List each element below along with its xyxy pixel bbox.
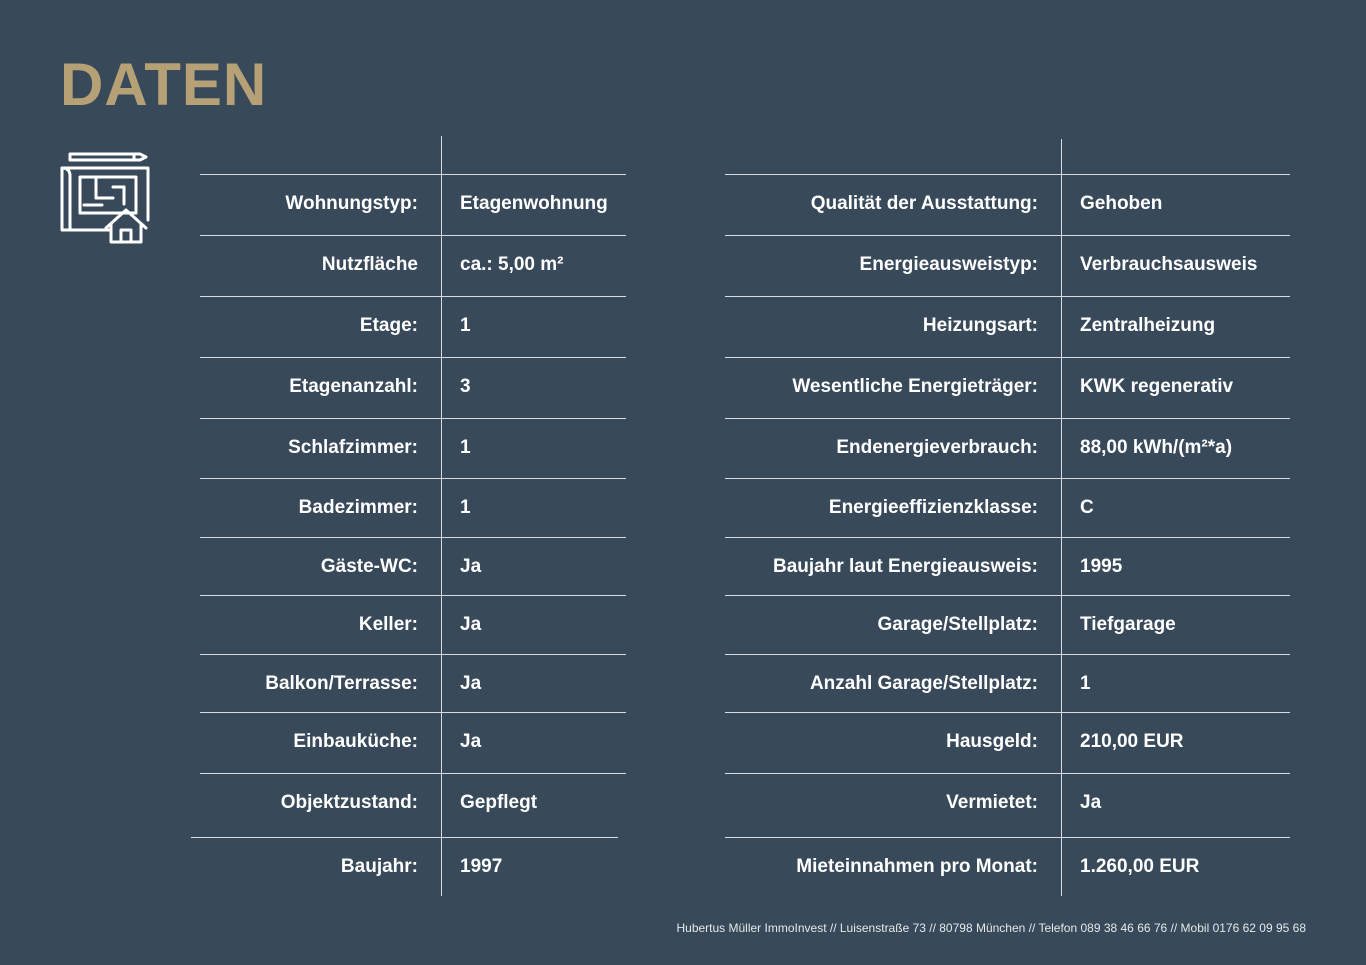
row-value: Gepflegt: [460, 792, 538, 813]
row-divider: [725, 595, 1290, 596]
row-label: Etage:: [359, 315, 418, 336]
row-label: Einbauküche:: [293, 731, 418, 752]
row-label: Balkon/Terrasse:: [265, 673, 418, 694]
row-divider: [200, 418, 626, 419]
row-label: Endenergieverbrauch:: [836, 437, 1038, 458]
row-value: Gehoben: [1080, 193, 1163, 214]
row-label: Energieausweistyp:: [859, 254, 1038, 275]
row-value: 3: [460, 376, 471, 397]
row-label: Vermietet:: [946, 792, 1038, 813]
row-label: Energieeffizienzklasse:: [828, 497, 1038, 518]
row-value: Ja: [460, 731, 482, 752]
row-value: KWK regenerativ: [1080, 376, 1234, 397]
row-divider: [725, 174, 1290, 175]
row-divider: [725, 712, 1290, 713]
row-value: Verbrauchsausweis: [1080, 254, 1258, 275]
row-value: 1: [460, 315, 471, 336]
floorplan-house-icon: [58, 150, 154, 246]
row-label: Heizungsart:: [922, 315, 1038, 336]
page-title: DATEN: [60, 51, 268, 118]
row-value: Etagenwohnung: [460, 193, 608, 214]
row-label: Garage/Stellplatz:: [877, 614, 1038, 635]
row-value: Ja: [1080, 792, 1102, 813]
row-label: Gäste-WC:: [320, 556, 418, 577]
row-value: Zentralheizung: [1080, 315, 1216, 336]
row-divider: [200, 654, 626, 655]
row-label: Baujahr:: [340, 856, 418, 877]
row-value: 1997: [460, 856, 503, 877]
row-divider: [725, 235, 1290, 236]
row-divider: [200, 773, 626, 774]
row-divider: [200, 296, 626, 297]
row-divider: [200, 712, 626, 713]
row-divider: [200, 478, 626, 479]
row-value: Ja: [460, 556, 482, 577]
row-label: Mieteinnahmen pro Monat:: [796, 856, 1038, 877]
row-label: Schlafzimmer:: [288, 437, 418, 458]
row-divider: [725, 296, 1290, 297]
row-value: 1: [1080, 673, 1091, 694]
footer-contact: Hubertus Müller ImmoInvest // Luisenstraße 73 // 80798 München // Telefon 089 38 46 66 76 // Mobil 0176 62 09 95 68: [676, 921, 1306, 935]
row-divider: [200, 357, 626, 358]
row-divider: [191, 837, 618, 838]
row-label: Objektzustand:: [280, 792, 418, 813]
row-label: Badezimmer:: [298, 497, 418, 518]
row-divider: [725, 478, 1290, 479]
row-label: Qualität der Ausstattung:: [810, 193, 1038, 214]
row-label: Keller:: [358, 614, 418, 635]
row-divider: [725, 837, 1290, 838]
row-value: C: [1080, 497, 1094, 518]
row-value: 1: [460, 437, 471, 458]
row-divider: [200, 595, 626, 596]
row-label: Etagenanzahl:: [289, 376, 418, 397]
row-label: Wohnungstyp:: [285, 193, 418, 214]
row-divider: [200, 174, 626, 175]
row-value: Ja: [460, 614, 482, 635]
row-value: 1: [460, 497, 471, 518]
row-label: Baujahr laut Energieausweis:: [772, 556, 1038, 577]
row-value: Tiefgarage: [1080, 614, 1176, 635]
right-table-column-divider: [1061, 139, 1062, 896]
row-divider: [200, 537, 626, 538]
row-value: 1995: [1080, 556, 1123, 577]
left-table-column-divider: [441, 136, 442, 896]
row-value: ca.: 5,00 m²: [460, 254, 564, 275]
row-label: Hausgeld:: [946, 731, 1038, 752]
row-label: Nutzfläche: [321, 254, 418, 275]
row-divider: [725, 537, 1290, 538]
row-value: Ja: [460, 673, 482, 694]
row-divider: [725, 773, 1290, 774]
row-value: 210,00 EUR: [1080, 731, 1184, 752]
row-value: 88,00 kWh/(m²*a): [1080, 437, 1233, 458]
row-divider: [725, 418, 1290, 419]
row-divider: [725, 654, 1290, 655]
row-divider: [725, 357, 1290, 358]
row-divider: [200, 235, 626, 236]
row-label: Anzahl Garage/Stellplatz:: [809, 673, 1038, 694]
row-value: 1.260,00 EUR: [1080, 856, 1200, 877]
row-label: Wesentliche Energieträger:: [792, 376, 1038, 397]
